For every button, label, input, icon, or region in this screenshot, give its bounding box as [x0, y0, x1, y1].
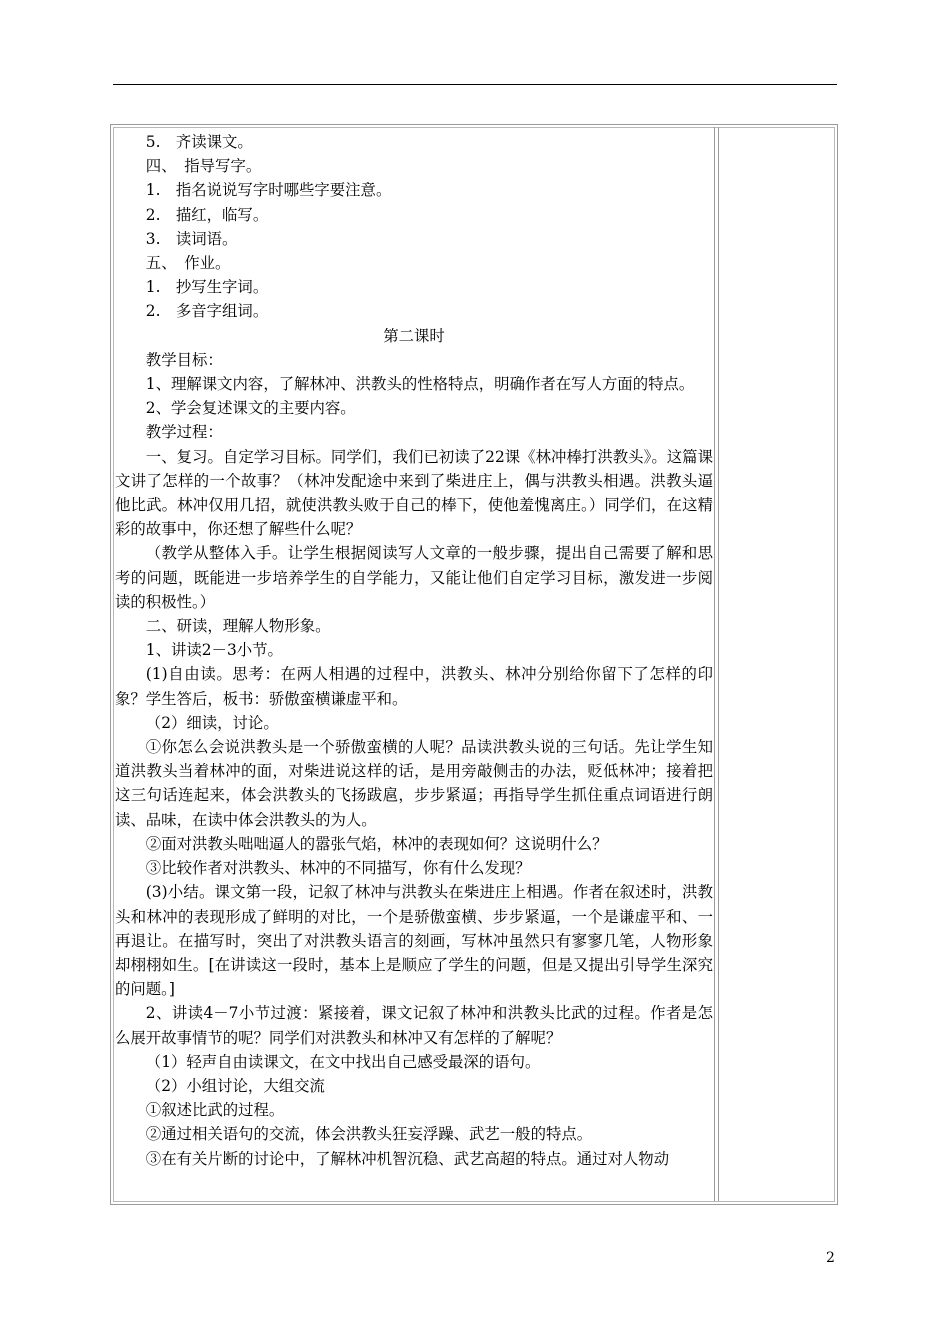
table-inner-border-left [113, 127, 114, 1201]
paragraph: 2. 描红，临写。 [145, 205, 269, 224]
paragraph: 5. 齐读课文。 [145, 133, 253, 151]
paragraph: ①叙述比武的过程。 [145, 1101, 285, 1120]
header-rule [113, 84, 837, 85]
paragraph: 2. 多音字组词。 [145, 302, 269, 321]
paragraph: ②通过相关语句的交流，体会洪教头狂妄浮躁、武艺一般的特点。 [145, 1125, 593, 1144]
paragraph: ②面对洪教头咄咄逼人的嚣张气焰，林冲的表现如何？这说明什么？ [145, 834, 608, 853]
paragraph: 2、学会复述课文的主要内容。 [145, 399, 356, 418]
column-divider [714, 127, 715, 1201]
paragraph: （2）细读，讨论。 [145, 713, 279, 732]
paragraph: (1)自由读。思考：在两人相遇的过程中，洪教头、林冲分别给你留下了怎样的印象？学生答后，板书：骄傲蛮横谦虚平和。 [115, 665, 713, 708]
paragraph: 一、复习。自定学习目标。同学们，我们已初读了22课《林冲棒打洪教头》。这篇课文讲了怎样的一个故事？（林冲发配途中来到了柴进庄上，偶与洪教头相遇。洪教头逼他比武。林冲仅用几招，就使洪教头败于自己的棒下，使他羞愧离庄。）同学们，在这精彩的故事中，你还想了解些什么呢？ [115, 447, 713, 539]
paragraph: 教学目标： [145, 350, 223, 369]
paragraph: ③比较作者对洪教头、林冲的不同描写，你有什么发现？ [145, 859, 531, 878]
paragraph: 2、讲读4－7小节过渡：紧接着，课文记叙了林冲和洪教头比武的过程。作者是怎么展开故事情节的呢？同学们对洪教头和林冲又有怎样的了解呢？ [115, 1004, 713, 1047]
paragraph: （教学从整体入手。让学生根据阅读写人文章的一般步骤，提出自己需要了解和思考的问题，既能进一步培养学生的自学能力，又能让他们自定学习目标，激发进一步阅读的积极性。） [115, 544, 713, 611]
paragraph: （1）轻声自由读课文，在文中找出自己感受最深的语句。 [145, 1052, 541, 1071]
paragraph: ③在有关片断的讨论中，了解林冲机智沉稳、武艺高超的特点。通过对人物动 [145, 1149, 670, 1168]
paragraph: 1. 抄写生字词。 [145, 278, 269, 297]
paragraph: 教学过程： [145, 423, 223, 442]
page-number: 2 [826, 1250, 835, 1266]
column-divider [718, 127, 719, 1201]
paragraph: (3)小结。课文第一段，记叙了林冲与洪教头在柴进庄上相遇。作者在叙述时，洪教头和林冲的表现形成了鲜明的对比，一个是骄傲蛮横、步步紧逼，一个是谦虚平和、一再退让。在描写时，突出了对洪教头语言的刻画，写林冲虽然只有寥寥几笔，人物形象却栩栩如生。[在讲读这一段时，基本上是顺应了学生的问题，但是又提出引导学生深究的问题。] [115, 883, 713, 999]
paragraph: 1、讲读2－3小节。 [145, 641, 283, 660]
paragraph: ①你怎么会说洪教头是一个骄傲蛮横的人呢？品读洪教头说的三句话。先让学生知道洪教头当着林冲的面，对柴进说这样的话，是用旁敲侧击的办法，贬低林冲；接着把这三句话连起来，体会洪教头的飞扬跋扈，步步紧逼；再指导学生抓住重点词语进行朗读、品味，在读中体会洪教头的为人。 [115, 738, 713, 829]
paragraph: 3. 读词语。 [145, 229, 238, 248]
paragraph: 二、研读，理解人物形象。 [145, 617, 331, 636]
table-inner-border-right [834, 127, 835, 1201]
paragraph: （2）小组讨论，大组交流 [145, 1076, 325, 1095]
table-inner-border-bottom [113, 1201, 835, 1202]
paragraph: 四、 指导写字。 [145, 157, 262, 176]
paragraph: 1、理解课文内容，了解林冲、洪教头的性格特点，明确作者在写人方面的特点。 [145, 375, 695, 394]
table-inner-border-top [113, 127, 835, 128]
paragraph: 五、 作业。 [145, 254, 231, 273]
lesson-plan-text [115, 130, 713, 1171]
section-heading: 第二课时 [383, 326, 445, 345]
paragraph: 1. 指名说说写字时哪些字要注意。 [145, 181, 392, 200]
